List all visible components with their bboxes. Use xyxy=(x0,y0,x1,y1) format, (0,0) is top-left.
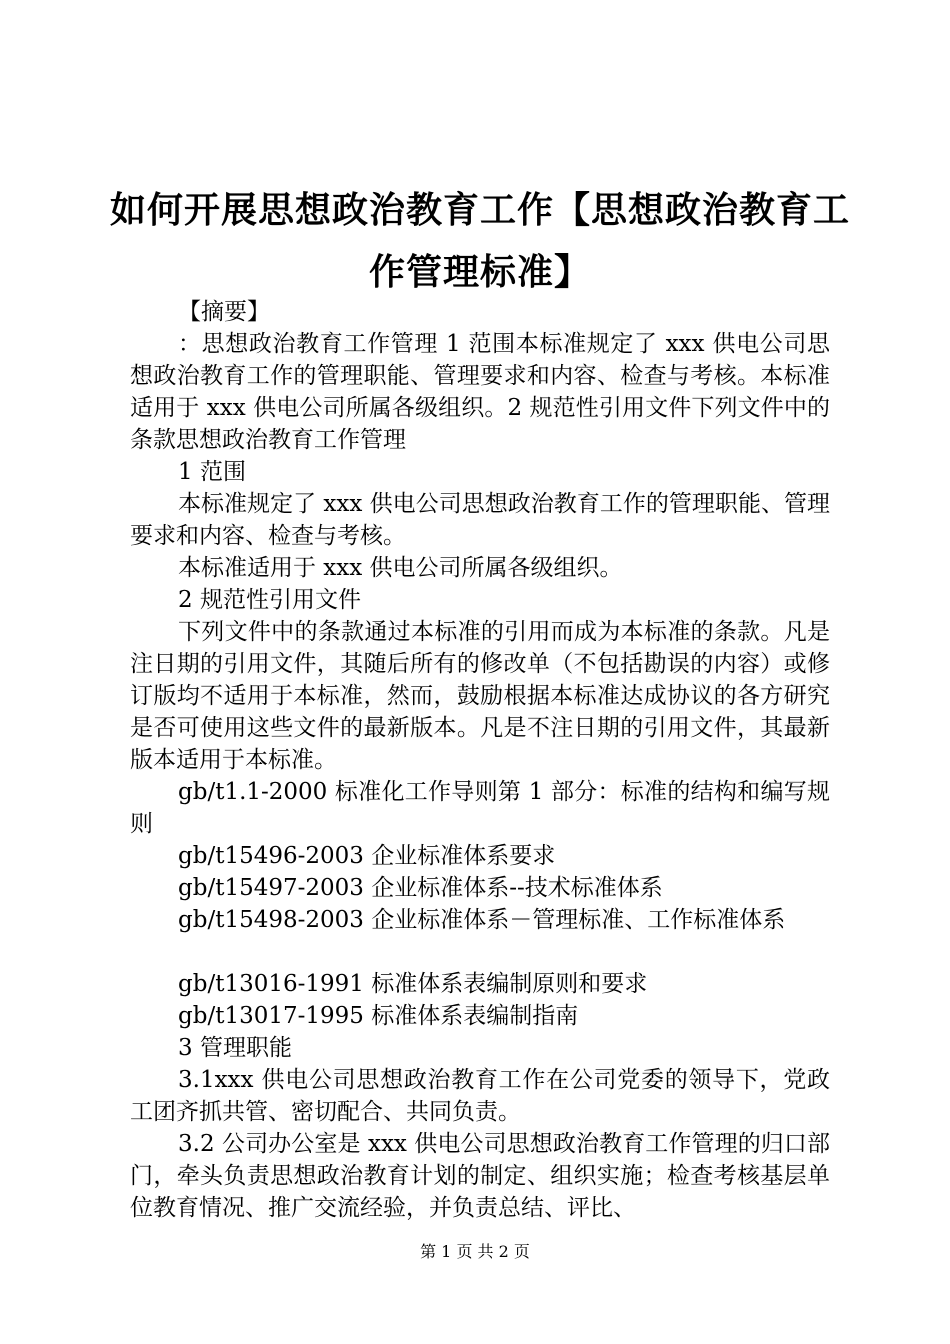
reference-item: gb/t1.1-2000 标准化工作导则第 1 部分：标准的结构和编写规则 xyxy=(130,779,830,837)
paragraph-abstract: ：思想政治教育工作管理 1 范围本标准规定了 xxx 供电公司思想政治教育工作的管理职能、管理要求和内容、检查与考核。本标准适用于 xxx 供电公司所属各级组织。2 规范性引用文件下列文件中的条款思想政治教育工作管理 xyxy=(130,331,830,453)
section-heading-references: 2 规范性引用文件 xyxy=(178,587,361,613)
paragraph-abstract-label: 【摘要】 xyxy=(178,299,270,325)
page-number-footer: 第 1 页 共 2 页 xyxy=(420,1242,530,1261)
reference-item: gb/t13017-1995 标准体系表编制指南 xyxy=(178,1003,579,1029)
section-heading-scope: 1 范围 xyxy=(178,459,246,485)
paragraph: 本标准规定了 xxx 供电公司思想政治教育工作的管理职能、管理要求和内容、检查与考核。 xyxy=(130,491,830,549)
document-title: 如何开展思想政治教育工作【思想政治教育工作管理标准】 xyxy=(110,190,851,293)
section-heading-management: 3 管理职能 xyxy=(178,1035,292,1061)
paragraph: 3.1xxx 供电公司思想政治教育工作在公司党委的领导下，党政工团齐抓共管、密切配合、共同负责。 xyxy=(130,1067,830,1125)
document-body xyxy=(130,296,830,1224)
paragraph: 下列文件中的条款通过本标准的引用而成为本标准的条款。凡是注日期的引用文件，其随后所有的修改单（不包括勘误的内容）或修订版均不适用于本标准，然而，鼓励根据本标准达成协议的各方研究是否可使用这些文件的最新版本。凡是不注日期的引用文件，其最新版本适用于本标准。 xyxy=(130,619,830,773)
blank-line xyxy=(130,936,830,968)
reference-item: gb/t15498-2003 企业标准体系－管理标准、工作标准体系 xyxy=(178,907,786,933)
reference-item: gb/t15497-2003 企业标准体系--技术标准体系 xyxy=(178,875,663,901)
reference-item: gb/t13016-1991 标准体系表编制原则和要求 xyxy=(178,971,648,997)
paragraph: 3.2 公司办公室是 xxx 供电公司思想政治教育工作管理的归口部门，牵头负责思想政治教育计划的制定、组织实施；检查考核基层单位教育情况、推广交流经验，并负责总结、评比、 xyxy=(130,1131,830,1221)
reference-item: gb/t15496-2003 企业标准体系要求 xyxy=(178,843,556,869)
paragraph: 本标准适用于 xxx 供电公司所属各级组织。 xyxy=(178,555,623,581)
